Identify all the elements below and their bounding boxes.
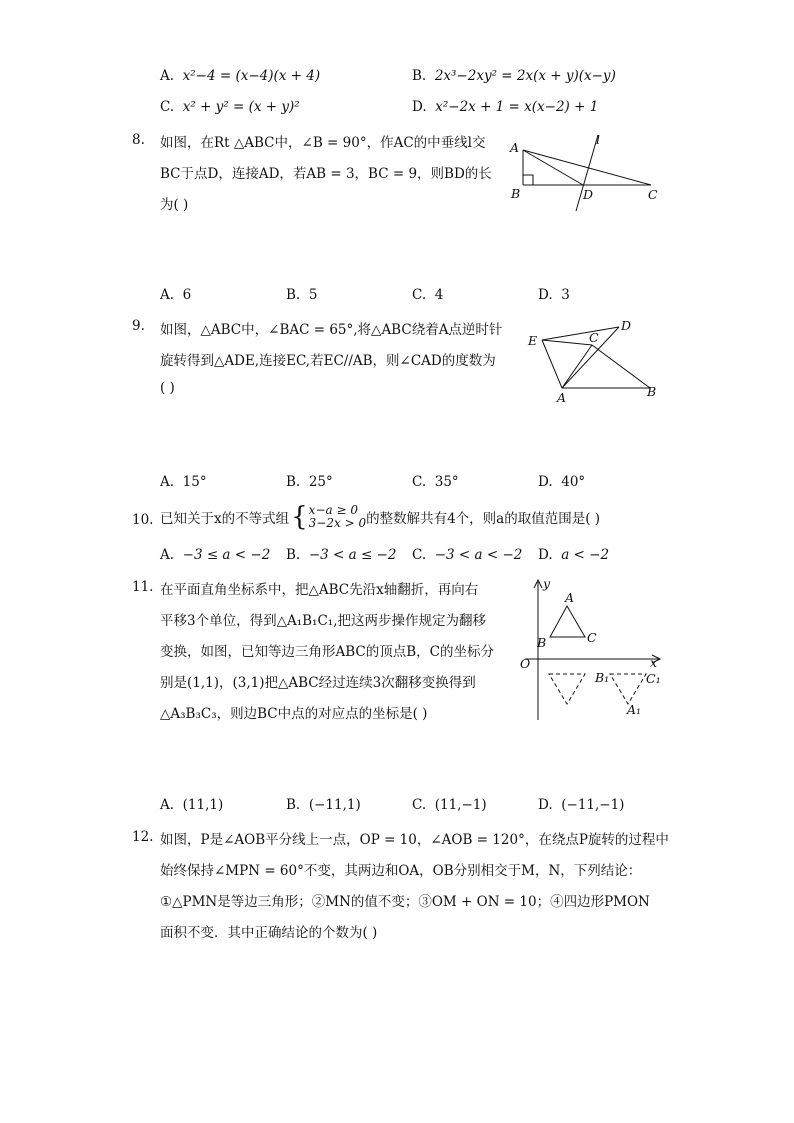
q8-option-b-text: 5 (308, 287, 318, 303)
q10-option-a[interactable] (160, 547, 270, 563)
q9-label-b: B (647, 384, 657, 399)
q8-option-c-label: C. (412, 287, 427, 303)
q10-text (160, 504, 600, 530)
q11-option-b-text: (−11,1) (308, 797, 361, 813)
q9-text-line-2: 旋转得到△ADE,连接EC,若EC//AB，则∠CAD的度数为 (160, 353, 496, 369)
q9-segment-ec (542, 340, 592, 345)
q8-label-l: l (596, 132, 600, 147)
q11-option-c-label: C. (412, 797, 427, 813)
q7-option-b-text: 2x³−2xy² = 2x(x + y)(x−y) (434, 68, 616, 84)
q10-system-bottom: 3−2x > 0 (308, 516, 367, 530)
q7-option-c-label: C. (160, 99, 175, 115)
q9-option-a-label: A. (160, 474, 175, 490)
q11-label-x: x (650, 655, 658, 670)
q7-option-d-text: x²−2x + 1 = x(x−2) + 1 (435, 99, 599, 115)
q11-label-a1: A₁ (627, 702, 642, 717)
q11-option-c-text: (11,−1) (434, 797, 487, 813)
q10-suffix: 的整数解共有4个，则a的取值范围是( ) (366, 511, 601, 527)
q7-option-b[interactable] (412, 68, 616, 84)
q11-figure (515, 576, 665, 724)
q8-segment-ac (523, 150, 651, 185)
q8-label-b: B (511, 186, 521, 201)
q11-label-b1: B₁ (595, 670, 610, 685)
q7-option-c-text: x² + y² = (x + y)² (182, 99, 300, 115)
q11-label-b: B (537, 635, 547, 650)
q9-text-line-1: 如图，△ABC中，∠BAC = 65°,将△ABC绕着A点逆时针 (160, 322, 503, 338)
q10-system-top: x−a ≥ 0 (308, 503, 358, 517)
q9-option-d-label: D. (538, 474, 553, 490)
q9-option-a[interactable] (160, 474, 207, 490)
q11-label-y: y (543, 576, 551, 591)
q10-option-c-label: C. (412, 547, 427, 563)
q11-triangle-dashed-1 (549, 674, 585, 704)
q11-option-c[interactable] (412, 797, 487, 813)
q10-number: 10. (132, 512, 154, 528)
q12-number: 12. (132, 829, 154, 845)
q10-option-c-text: −3 < a < −2 (434, 547, 523, 563)
q11-option-a-label: A. (160, 797, 175, 813)
q8-option-c[interactable] (412, 287, 443, 303)
q11-text-line-1: 在平面直角坐标系中，把△ABC先沿x轴翻折，再向右 (160, 582, 479, 598)
q10-brace: { (291, 502, 308, 532)
q8-right-angle-mark (523, 175, 533, 185)
q8-option-d-text: 3 (561, 287, 570, 303)
q11-option-d[interactable] (538, 797, 624, 813)
q8-text-line-1: 如图，在Rt △ABC中，∠B = 90°，作AC的中垂线l交 (160, 135, 486, 151)
q7-option-c[interactable] (160, 99, 300, 115)
q10-option-c[interactable] (412, 547, 522, 563)
q9-label-e: E (528, 333, 538, 348)
q9-option-b-label: B. (286, 474, 301, 490)
q11-option-d-label: D. (538, 797, 553, 813)
q8-number: 8. (132, 132, 145, 148)
q7-option-d[interactable] (412, 99, 598, 115)
q10-option-d[interactable] (538, 547, 609, 563)
q11-option-a-text: (11,1) (182, 797, 224, 813)
q8-label-c: C (648, 187, 658, 202)
q9-text-line-3: ( ) (160, 380, 175, 396)
q7-option-a[interactable] (160, 68, 320, 84)
q10-option-a-label: A. (160, 547, 175, 563)
q11-option-b-label: B. (286, 797, 301, 813)
q11-option-a[interactable] (160, 797, 223, 813)
q8-option-d-label: D. (538, 287, 553, 303)
q9-option-c-text: 35° (434, 474, 459, 490)
q9-segment-bc (592, 345, 650, 388)
q9-option-c[interactable] (412, 474, 459, 490)
q8-segment-ad (523, 150, 583, 185)
q9-segment-ed (542, 327, 619, 340)
q9-option-c-label: C. (412, 474, 427, 490)
q11-label-c: C (587, 630, 597, 645)
q10-option-b[interactable] (286, 547, 396, 563)
q9-label-d: D (621, 318, 632, 333)
q8-text-line-2: BC于点D，连接AD，若AB = 3，BC = 9，则BD的长 (160, 166, 492, 182)
q8-label-d: D (583, 187, 594, 202)
q11-option-b[interactable] (286, 797, 361, 813)
q12-text-line-2: 始终保持∠MPN = 60°不变，其两边和OA，OB分别相交于M，N，下列结论： (160, 863, 642, 879)
q7-option-a-text: x²−4 = (x−4)(x + 4) (182, 68, 321, 84)
q9-label-c: C (589, 330, 599, 345)
q11-text-line-2: 平移3个单位，得到△A₁B₁C₁,把这两步操作规定为翻移 (160, 613, 486, 629)
q7-option-b-label: B. (412, 68, 427, 84)
q8-text-line-3: 为( ) (160, 197, 189, 213)
q7-option-a-label: A. (160, 68, 175, 84)
q7-option-d-label: D. (412, 99, 427, 115)
q11-text-line-4: 别是(1,1)，(3,1)把△ABC经过连续3次翻移变换得到 (160, 675, 476, 691)
q11-number: 11. (132, 579, 154, 595)
q10-option-b-label: B. (286, 547, 301, 563)
q8-option-c-text: 4 (434, 287, 444, 303)
q8-option-a-text: 6 (182, 287, 192, 303)
q9-number: 9. (132, 318, 145, 334)
q9-label-a: A (557, 390, 567, 405)
q11-triangle-abc (550, 606, 585, 637)
q8-option-d[interactable] (538, 287, 570, 303)
q10-system (309, 504, 366, 530)
q8-label-a: A (510, 140, 520, 155)
q11-label-c1: C₁ (646, 671, 661, 686)
q9-option-d[interactable] (538, 474, 585, 490)
q11-option-d-text: (−11,−1) (561, 797, 625, 813)
q9-segment-ac (562, 345, 592, 388)
q8-option-b[interactable] (286, 287, 317, 303)
q9-option-a-text: 15° (182, 474, 207, 490)
q9-option-b-text: 25° (308, 474, 333, 490)
q11-text-line-5: △A₃B₃C₃，则边BC中点的对应点的坐标是( ) (160, 706, 428, 722)
q8-figure (505, 130, 670, 215)
q8-option-a-label: A. (160, 287, 175, 303)
q10-option-a-text: −3 ≤ a < −2 (182, 547, 271, 563)
q9-option-d-text: 40° (561, 474, 586, 490)
q10-prefix: 已知关于x的不等式组 (160, 511, 290, 527)
q10-option-d-label: D. (538, 547, 553, 563)
q12-text-line-4: 面积不变．其中正确结论的个数为( ) (160, 925, 378, 941)
q12-text-line-3: ①△PMN是等边三角形；②MN的值不变；③OM + ON = 10；④四边形PMON (160, 894, 650, 910)
q10-option-d-text: a < −2 (561, 547, 610, 563)
q12-text-line-1: 如图，P是∠AOB平分线上一点，OP = 10，∠AOB = 120°，在绕点P旋转的过程中 (160, 832, 669, 848)
q8-option-b-label: B. (286, 287, 301, 303)
q10-option-b-text: −3 < a ≤ −2 (308, 547, 397, 563)
q9-figure (525, 318, 665, 406)
q11-triangle-dashed-2 (610, 674, 646, 704)
q9-option-b[interactable] (286, 474, 333, 490)
q9-segment-ae (542, 340, 562, 388)
q11-label-o: O (520, 656, 531, 671)
q11-label-a: A (565, 590, 575, 605)
q11-text-line-3: 变换，如图，已知等边三角形ABC的顶点B，C的坐标分 (160, 644, 494, 660)
q8-option-a[interactable] (160, 287, 191, 303)
